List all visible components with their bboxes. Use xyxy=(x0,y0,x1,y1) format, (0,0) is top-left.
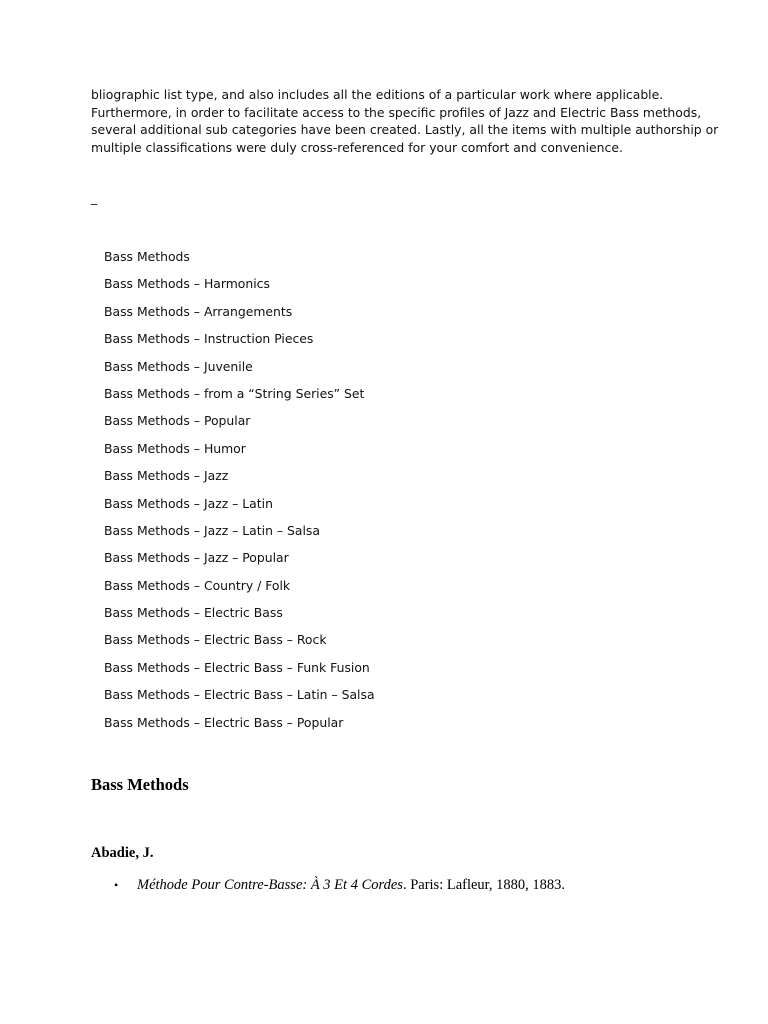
category-item[interactable]: Bass Methods – Jazz xyxy=(104,468,229,484)
entry-publication: . Paris: Lafleur, 1880, 1883. xyxy=(402,877,566,893)
author-name: Abadie, J. xyxy=(91,845,154,861)
category-item[interactable]: Bass Methods – Electric Bass – Funk Fusion xyxy=(104,659,370,675)
intro-line: Furthermore, in order to facilitate access to the specific profiles of Jazz and Electric Bass methods, xyxy=(91,104,702,120)
intro-line: multiple classifications were duly cross-referenced for your comfort and convenience. xyxy=(91,139,623,155)
category-item[interactable]: Bass Methods – Jazz – Latin – Salsa xyxy=(104,522,320,538)
category-item[interactable]: Bass Methods – from a “String Series” Set xyxy=(104,385,365,401)
category-item[interactable]: Bass Methods – Humor xyxy=(104,440,246,456)
category-item[interactable]: Bass Methods – Electric Bass – Rock xyxy=(104,632,327,648)
section-heading: Bass Methods xyxy=(91,775,189,794)
category-item[interactable]: Bass Methods – Instruction Pieces xyxy=(104,331,314,347)
category-item[interactable]: Bass Methods xyxy=(104,249,190,264)
intro-line: bliographic list type, and also includes all the editions of a particular work where applicable. xyxy=(91,87,664,102)
category-item[interactable]: Bass Methods – Country / Folk xyxy=(104,577,291,593)
intro-line: several additional sub categories have been created. Lastly, all the items with multiple authorship or xyxy=(91,122,719,137)
category-list xyxy=(104,248,375,741)
category-item[interactable]: Bass Methods – Electric Bass – Popular xyxy=(104,714,344,730)
category-item[interactable]: Bass Methods – Harmonics xyxy=(104,276,270,292)
category-item[interactable]: Bass Methods – Jazz – Latin xyxy=(104,495,273,511)
category-item[interactable]: Bass Methods – Popular xyxy=(104,413,251,429)
intro-paragraph xyxy=(91,86,719,156)
category-item[interactable]: Bass Methods – Electric Bass xyxy=(104,605,283,621)
bullet-icon: • xyxy=(114,878,119,892)
bibliography-entry xyxy=(114,877,565,894)
separator-mark: _ xyxy=(91,190,98,205)
bibliography-list xyxy=(114,877,565,894)
category-item[interactable]: Bass Methods – Arrangements xyxy=(104,303,293,319)
category-item[interactable]: Bass Methods – Juvenile xyxy=(104,358,253,374)
category-item[interactable]: Bass Methods – Electric Bass – Latin – Salsa xyxy=(104,687,375,703)
category-item[interactable]: Bass Methods – Jazz – Popular xyxy=(104,550,289,566)
entry-title: Méthode Pour Contre-Basse: À 3 Et 4 Cordes xyxy=(137,877,403,893)
